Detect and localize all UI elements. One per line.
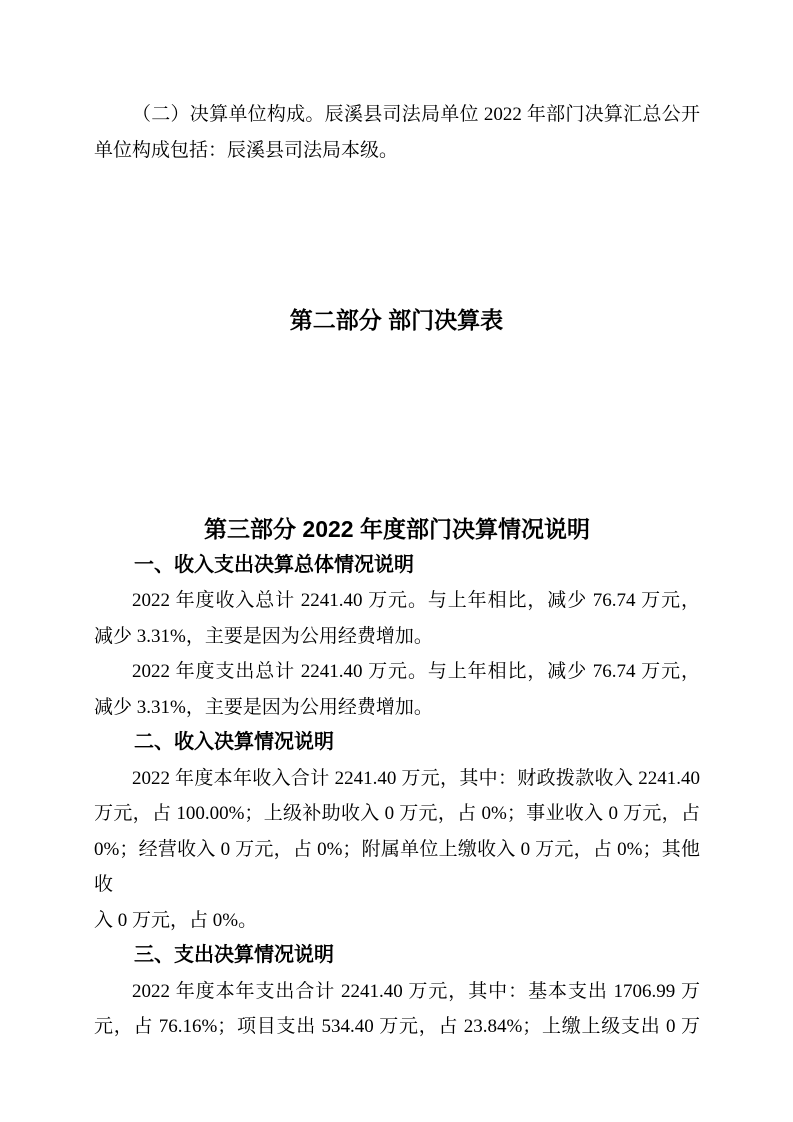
text-line: 单位构成包括：辰溪县司法局本级。 <box>94 139 399 161</box>
section1-heading: 一、收入支出决算总体情况说明 <box>134 553 414 576</box>
text-line: 减少 3.31%，主要是因为公用经费增加。 <box>94 625 433 647</box>
part3-block <box>94 512 700 1045</box>
text-line: 2022 年度本年收入合计 2241.40 万元，其中：财政拨款收入 2241.40 <box>132 767 700 789</box>
paragraph <box>94 761 700 939</box>
paragraph <box>94 654 700 725</box>
text-line: 0%；经营收入 0 万元，占 0%；附属单位上缴收入 0 万元，占 0%；其他收 <box>94 838 700 895</box>
section2-heading: 二、收入决算情况说明 <box>134 731 334 753</box>
paragraph <box>94 583 700 654</box>
text-line: 2022 年度支出总计 2241.40 万元。与上年相比，减少 76.74 万元， <box>132 661 700 682</box>
text-line: 元，占 76.16%；项目支出 534.40 万元，占 23.84%；上缴上级支出 0 万 <box>94 1016 700 1037</box>
text-line: （二）决算单位构成。辰溪县司法局单位 2022 年部门决算汇总公开 <box>132 104 700 125</box>
text-line: 减少 3.31%，主要是因为公用经费增加。 <box>94 696 433 718</box>
intro-paragraph <box>94 97 700 168</box>
part2-heading: 第二部分 部门决算表 <box>289 307 504 333</box>
text-line: 万元，占 100.00%；上级补助收入 0 万元，占 0%；事业收入 0 万元，占 <box>94 803 700 824</box>
text-line: 2022 年度收入总计 2241.40 万元。与上年相比，减少 76.74 万元， <box>132 590 700 611</box>
section3-heading: 三、支出决算情况说明 <box>134 944 334 966</box>
part3-heading: 第三部分 2022 年度部门决算情况说明 <box>204 516 590 542</box>
paragraph <box>94 974 700 1045</box>
text-line: 入 0 万元，占 0%。 <box>94 909 258 931</box>
text-line: 2022 年度本年支出合计 2241.40 万元，其中：基本支出 1706.99 万 <box>132 980 700 1002</box>
